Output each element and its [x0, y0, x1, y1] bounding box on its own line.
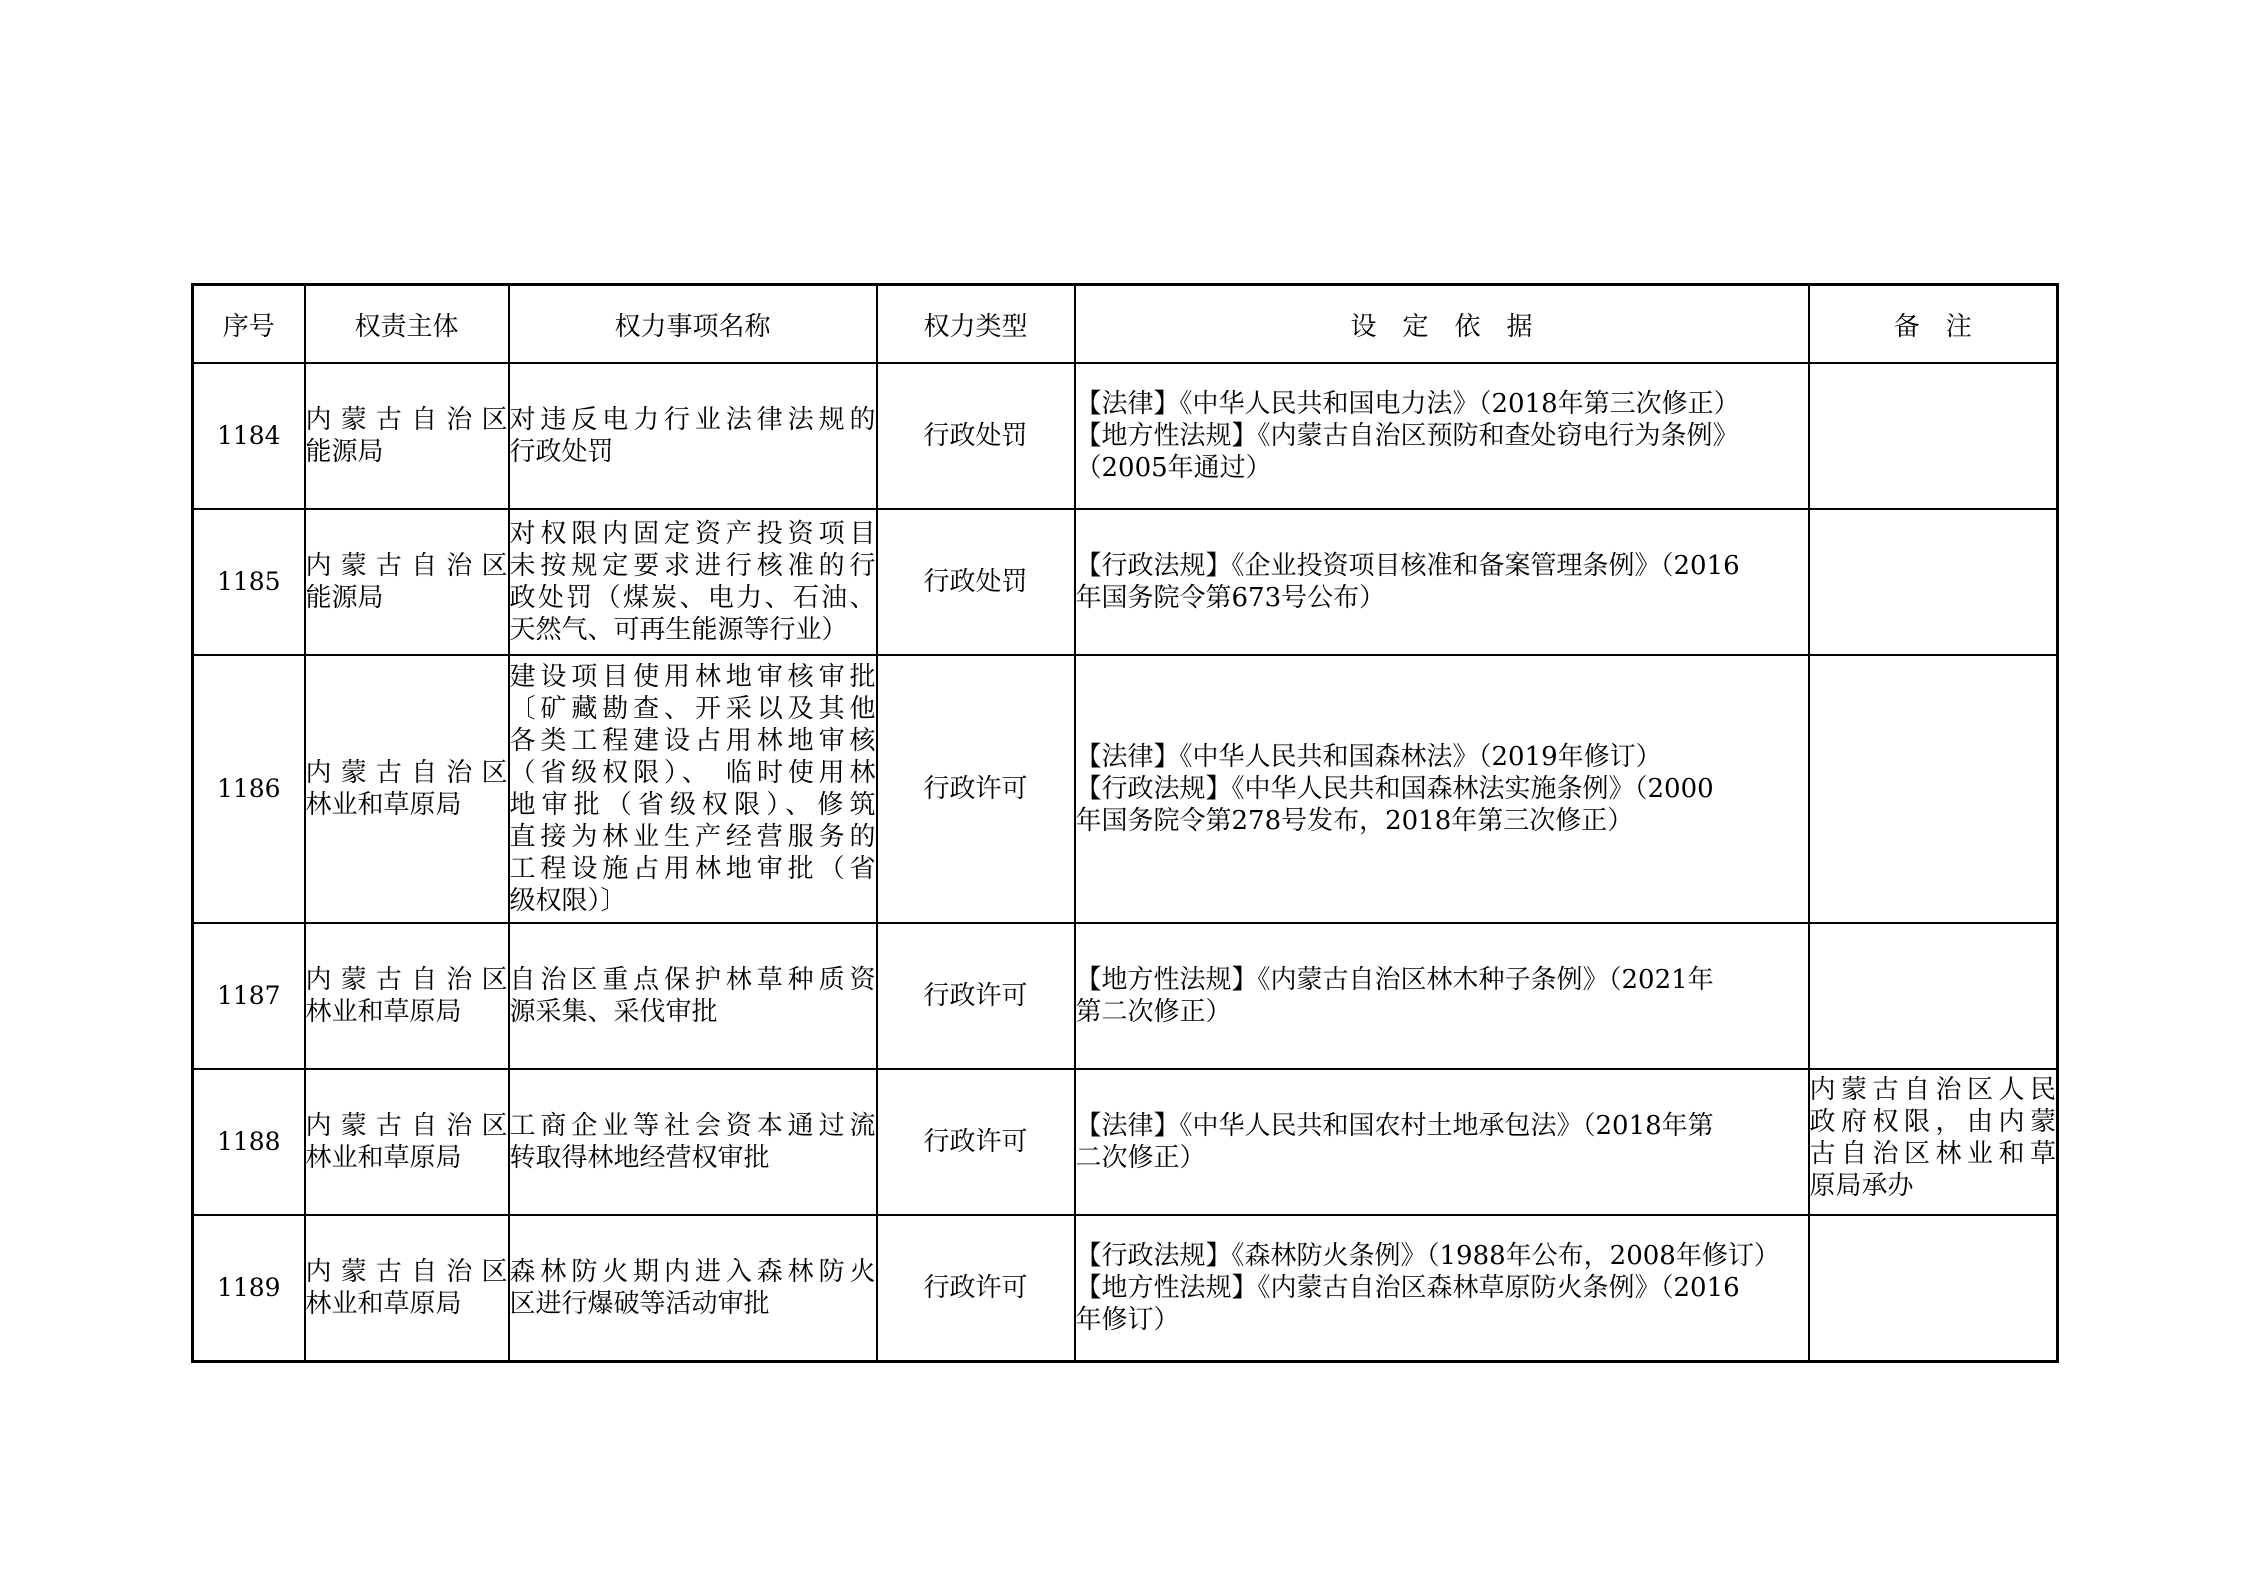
cell-name: [509, 363, 877, 509]
basis-line: 【地方性法规】《内蒙古自治区森林草原防火条例》（2016: [1075, 1272, 1740, 1303]
cell-basis: [1075, 509, 1809, 655]
name-line: 政处罚（煤炭、电力、石油、: [509, 583, 876, 613]
subject-line: 内蒙古自治区: [305, 1111, 508, 1141]
cell-basis: [1075, 1069, 1809, 1215]
cell-seq: 1189: [193, 1215, 305, 1361]
authority-table: [191, 283, 2059, 1363]
subject-line: 内蒙古自治区: [305, 965, 508, 995]
cell-type: 行政许可: [877, 1069, 1075, 1215]
cell-note: [1809, 1215, 2058, 1361]
subject-line: 林业和草原局: [305, 997, 462, 1027]
header-seq: 序号: [193, 285, 305, 364]
cell-basis: [1075, 1215, 1809, 1361]
name-line: 建设项目使用林地审核审批: [509, 662, 876, 692]
cell-name: [509, 655, 877, 923]
subject-line: 能源局: [305, 437, 384, 467]
name-line: 各类工程建设占用林地审核: [509, 726, 876, 756]
name-line: 级权限）〕: [509, 886, 627, 916]
cell-seq: 1187: [193, 923, 305, 1069]
header-name: 权力事项名称: [509, 285, 877, 364]
name-line: 工程设施占用林地审批（省: [509, 854, 876, 884]
subject-line: 内蒙古自治区: [305, 758, 508, 788]
table-body: [193, 363, 2058, 1361]
basis-line: 第二次修正）: [1075, 997, 1232, 1027]
name-line: 对违反电力行业法律法规的: [509, 405, 876, 435]
header-row: [193, 285, 2058, 364]
name-line: 行政处罚: [509, 437, 614, 467]
name-line: 未按规定要求进行核准的行: [509, 551, 876, 581]
cell-name: [509, 923, 877, 1069]
cell-note: [1809, 1069, 2058, 1215]
cell-name: [509, 1215, 877, 1361]
name-line: 对权限内固定资产投资项目: [509, 519, 876, 549]
name-line: 自治区重点保护林草种质资: [509, 965, 876, 995]
basis-line: 【法律】《中华人民共和国农村土地承包法》（2018年第: [1075, 1111, 1714, 1141]
name-line: 区进行爆破等活动审批: [509, 1288, 770, 1319]
name-line: 直接为林业生产经营服务的: [509, 822, 876, 852]
cell-seq: 1185: [193, 509, 305, 655]
note-line: 内蒙古自治区人民: [1809, 1075, 2056, 1105]
note-line: 政府权限，由内蒙: [1809, 1107, 2056, 1137]
cell-seq: 1184: [193, 363, 305, 509]
subject-line: 内蒙古自治区: [305, 405, 508, 435]
cell-type: 行政处罚: [877, 363, 1075, 509]
cell-basis: [1075, 363, 1809, 509]
basis-line: 【地方性法规】《内蒙古自治区预防和查处窃电行为条例》: [1075, 421, 1739, 451]
cell-note: [1809, 363, 2058, 509]
header-subject: 权责主体: [305, 285, 509, 364]
cell-subject: [305, 509, 509, 655]
basis-line: 年修订）: [1075, 1304, 1180, 1335]
table-row: [193, 655, 2058, 923]
header-basis: 设 定 依 据: [1075, 285, 1809, 364]
table-row: [193, 509, 2058, 655]
note-line: 古自治区林业和草: [1809, 1139, 2056, 1169]
table-row: [193, 363, 2058, 509]
name-line: 源采集、采伐审批: [509, 997, 718, 1027]
name-line: 工商企业等社会资本通过流: [509, 1111, 876, 1141]
table-row: [193, 1069, 2058, 1215]
cell-note: [1809, 923, 2058, 1069]
cell-basis: [1075, 923, 1809, 1069]
name-line: 天然气、可再生能源等行业）: [509, 615, 848, 645]
cell-type: 行政处罚: [877, 509, 1075, 655]
note-line: 原局承办: [1809, 1171, 1914, 1201]
cell-note: [1809, 655, 2058, 923]
basis-line: 【行政法规】《企业投资项目核准和备案管理条例》（2016: [1075, 551, 1740, 581]
cell-type: 行政许可: [877, 655, 1075, 923]
basis-line: 【法律】《中华人民共和国电力法》（2018年第三次修正）: [1075, 389, 1740, 419]
cell-type: 行政许可: [877, 923, 1075, 1069]
basis-line: 【行政法规】《中华人民共和国森林法实施条例》（2000: [1075, 774, 1714, 804]
cell-note: [1809, 509, 2058, 655]
basis-line: 二次修正）: [1075, 1143, 1206, 1173]
header-note: 备 注: [1809, 285, 2058, 364]
cell-subject: [305, 923, 509, 1069]
name-line: 转取得林地经营权审批: [509, 1143, 770, 1173]
header-type: 权力类型: [877, 285, 1075, 364]
basis-line: 【地方性法规】《内蒙古自治区林木种子条例》（2021年: [1075, 965, 1714, 995]
cell-name: [509, 1069, 877, 1215]
cell-seq: 1188: [193, 1069, 305, 1215]
basis-line: 年国务院令第673号公布）: [1075, 583, 1386, 613]
cell-basis: [1075, 655, 1809, 923]
cell-subject: [305, 1215, 509, 1361]
cell-subject: [305, 655, 509, 923]
basis-line: 【行政法规】《森林防火条例》（1988年公布，2008年修订）: [1075, 1240, 1780, 1271]
subject-line: 内蒙古自治区: [305, 551, 508, 581]
basis-line: 【法律】《中华人民共和国森林法》（2019年修订）: [1075, 742, 1662, 772]
name-line: 〔矿藏勘查、开采以及其他: [509, 694, 876, 724]
name-line: 森林防火期内进入森林防火: [509, 1256, 876, 1287]
subject-line: 林业和草原局: [305, 1143, 462, 1173]
table-row: [193, 1215, 2058, 1361]
cell-subject: [305, 363, 509, 509]
subject-line: 林业和草原局: [305, 1288, 462, 1319]
cell-type: 行政许可: [877, 1215, 1075, 1361]
cell-subject: [305, 1069, 509, 1215]
name-line: （省级权限）、 临时使用林: [509, 758, 876, 788]
subject-line: 能源局: [305, 583, 384, 613]
table-row: [193, 923, 2058, 1069]
basis-line: （2005年通过）: [1075, 453, 1272, 483]
name-line: 地审批（省级权限）、修筑: [509, 790, 876, 820]
subject-line: 林业和草原局: [305, 790, 462, 820]
basis-line: 年国务院令第278号发布，2018年第三次修正）: [1075, 806, 1634, 836]
cell-name: [509, 509, 877, 655]
subject-line: 内蒙古自治区: [305, 1256, 508, 1287]
cell-seq: 1186: [193, 655, 305, 923]
